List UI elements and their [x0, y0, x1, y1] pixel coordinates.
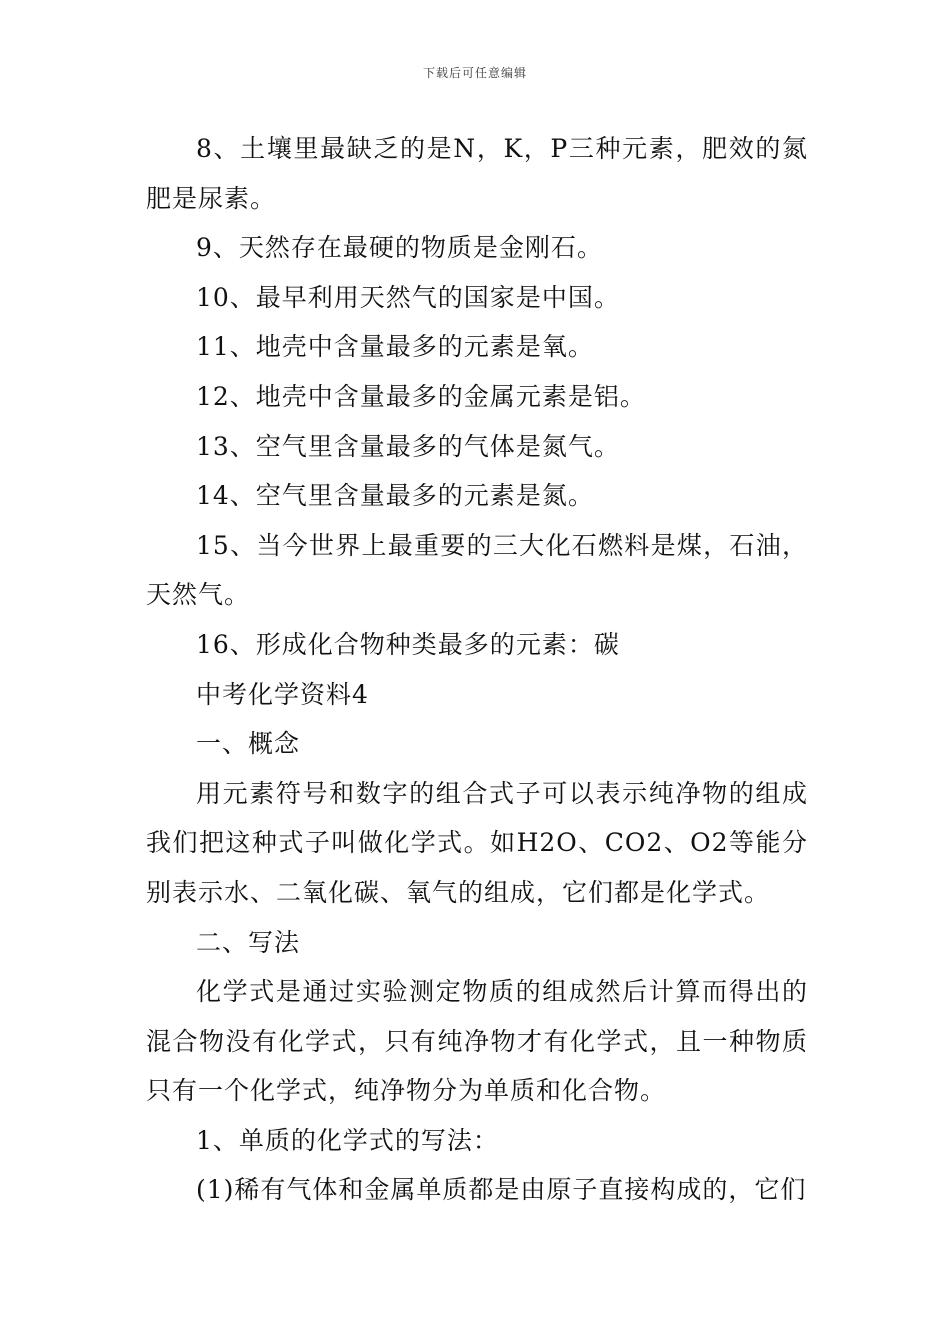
paragraph-fossil-fuels: 15、当今世界上最重要的三大化石燃料是煤，石油，天然气。 — [146, 530, 808, 610]
paragraph-crust-aluminum: 12、地壳中含量最多的金属元素是铝。 — [196, 381, 646, 411]
heading-writing: 二、写法 — [196, 927, 301, 957]
paragraph-noble-gases: (1)稀有气体和金属单质都是由原子直接构成的，它们 — [196, 1175, 807, 1205]
paragraph-air-nitrogen-element: 14、空气里含量最多的元素是氮。 — [196, 481, 594, 511]
paragraph-diamond: 9、天然存在最硬的物质是金刚石。 — [196, 233, 603, 263]
paragraph-air-nitrogen-gas: 13、空气里含量最多的气体是氮气。 — [196, 431, 620, 461]
paragraph-writing: 化学式是通过实验测定物质的组成然后计算而得出的混合物没有化学式，只有纯净物才有化学式，且一种物质只有一个化学式，纯净物分为单质和化合物。 — [146, 977, 808, 1106]
paragraph-crust-oxygen: 11、地壳中含量最多的元素是氧。 — [196, 332, 594, 362]
paragraph-fertilizer: 8、土壤里最缺乏的是N，K，P三种元素，肥效的氮肥是尿素。 — [146, 134, 808, 213]
paragraph-natural-gas: 10、最早利用天然气的国家是中国。 — [196, 282, 620, 312]
document-body — [146, 124, 808, 1215]
heading-concept: 一、概念 — [196, 729, 301, 759]
paragraph-concept: 用元素符号和数字的组合式子可以表示纯净物的组成我们把这种式子叫做化学式。如H2O、CO2、O2等能分别表示水、二氧化碳、氧气的组成，它们都是化学式。 — [146, 778, 808, 907]
heading-element-formula: 1、单质的化学式的写法： — [196, 1125, 499, 1155]
section-title: 中考化学资料4 — [196, 679, 369, 709]
page-header-note: 下载后可任意编辑 — [422, 66, 527, 80]
paragraph-carbon: 16、形成化合物种类最多的元素：碳 — [196, 629, 620, 659]
